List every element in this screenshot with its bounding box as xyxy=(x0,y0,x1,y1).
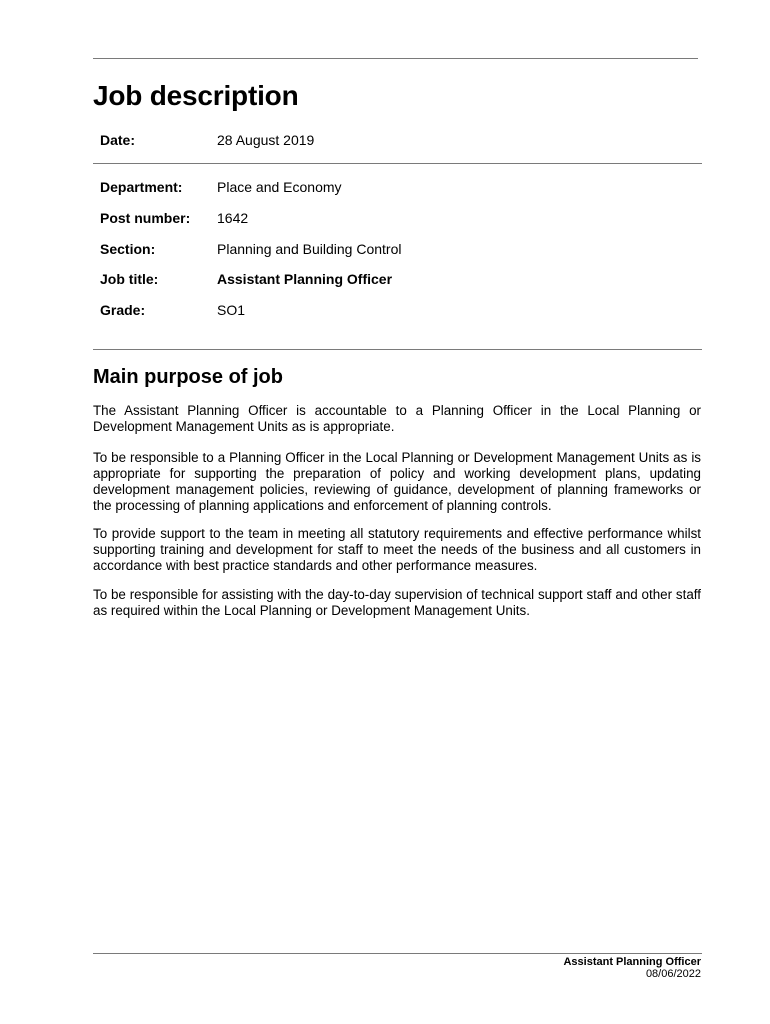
purpose-heading: Main purpose of job xyxy=(93,366,283,388)
department-label: Department: xyxy=(100,179,183,195)
department-value: Place and Economy xyxy=(217,179,342,195)
date-label: Date: xyxy=(100,132,136,148)
page-footer xyxy=(563,956,701,980)
purpose-divider xyxy=(93,349,702,350)
date-value: 28 August 2019 xyxy=(217,132,315,148)
footer-date: 08/06/2022 xyxy=(645,968,701,980)
grade-label: Grade: xyxy=(100,302,146,318)
post-number-label: Post number: xyxy=(100,210,191,226)
job-title-value: Assistant Planning Officer xyxy=(217,271,393,287)
job-title-label: Job title: xyxy=(100,271,159,287)
purpose-paragraph-3: To provide support to the team in meeting all statutory requirements and effective performance whilst supporting training and development for staff to meet the needs of the business and all customers in accordance with best practice standards and other performance measures. xyxy=(93,526,701,573)
purpose-paragraph-1: The Assistant Planning Officer is accountable to a Planning Officer in the Local Planning or Development Management Units as is appropriate. xyxy=(93,403,701,434)
footer-title: Assistant Planning Officer xyxy=(563,956,701,968)
page-title: Job description xyxy=(93,80,299,111)
section-value: Planning and Building Control xyxy=(217,241,402,257)
footer-divider xyxy=(93,953,702,954)
top-divider xyxy=(93,58,698,59)
purpose-paragraph-4: To be responsible for assisting with the day-to-day supervision of technical support staff and other staff as required within the Local Planning or Development Management Units. xyxy=(93,587,701,618)
grade-value: SO1 xyxy=(217,302,246,318)
post-number-value: 1642 xyxy=(217,210,249,226)
purpose-paragraph-2: To be responsible to a Planning Officer in the Local Planning or Development Management Units as is appropriate for supporting the preparation of policy and working development plans, updating development management policies, reviewing of guidance, development of planning frameworks or the processing of planning applications and enforcement of planning controls. xyxy=(93,450,701,513)
section-label: Section: xyxy=(100,241,156,257)
details-divider xyxy=(93,163,702,164)
